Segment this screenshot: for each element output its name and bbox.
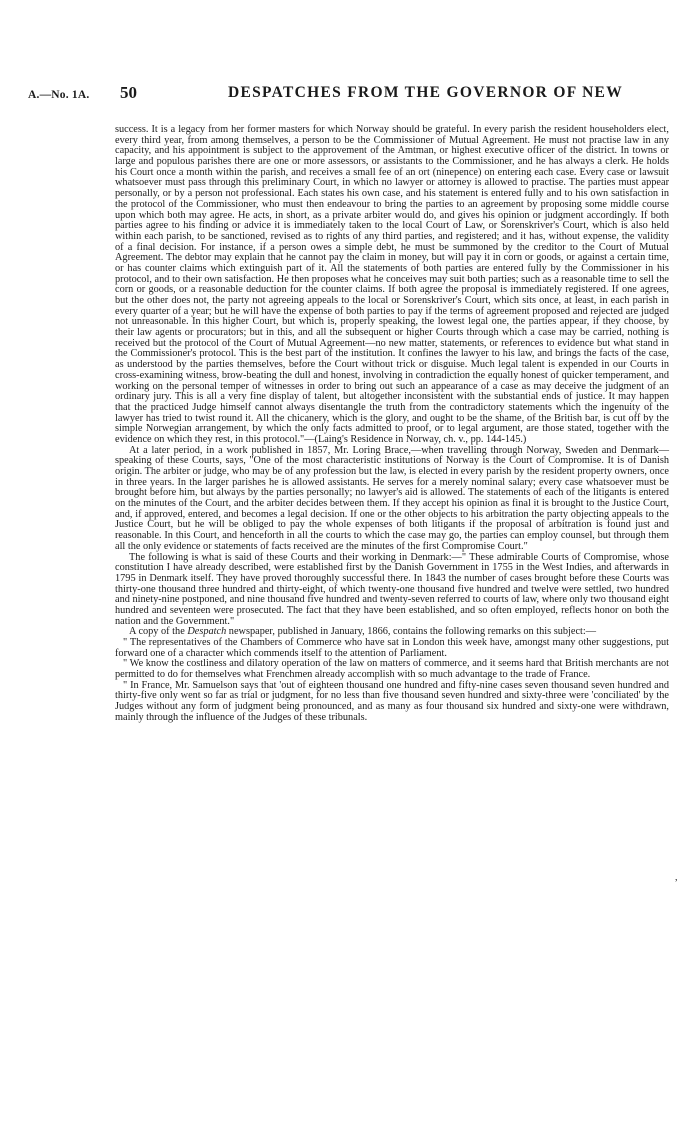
despatch-title: Despatch: [187, 626, 227, 638]
paragraph-denmark-courts: The following is what is said of these Courts and their working in Denmark:—" These admirable Courts of Compromise, whose constitution I have already described, were established first by the Danish Government in 1755 in the West Indies, and afterwards in 1795 in Denmark itself. They have proved thoroughly successful there. In 1843 the number of cases brought before these Courts was thirty-one thousand three hundred and thirty-eight, of which twenty-one thousand five hundred and twelve were settled, two hundred and ninety-nine postponed, and nine thousand five hundred and twenty-seven referred to courts of law, where only two thousand eight hundred and seventeen were prosecuted. The fact that they have been established, and so often employed, reflects honor on both the nation and the Government.": [115, 551, 669, 627]
document-reference: A.—No. 1A.: [28, 89, 90, 101]
margin-mark: ,: [675, 872, 678, 883]
paragraph-norway-courts: success. It is a legacy from her former masters for which Norway should be grateful. In every parish the resident householders elect, every third year, from among themselves, a person to be the Commissioner of Mutual Agreement. He must not practise law in any capacity, and his appointment is subject to the approvement of the Amtman, or highest executive officer of the district. In towns or large and populous parishes there are one or more assessors, or assistants to the Commissioner, and he has always a clerk. He holds his Court once a month within the parish, and receives a small fee of an ort (ninepence) on entering each case. Every case or lawsuit whatsoever must pass through this preliminary Court, in which no lawyer or attorney is allowed to practise. The parties must appear personally, or by a person not professional. Each states his own case, and his statement is entered fully and to his own satisfaction in the protocol of the Commissioner, who must then endeavour to bring the parties to an agreement by proposing some middle course upon which both may agree. He acts, in short, as a private arbiter would do, and gives his opinion or judgment accordingly. If both parties agree to his finding or advice it is immediately taken to the local Court of Law, or Sorenskriver's Court, which is also held within each parish, to be sanctioned, revised as to rights of any third parties, and registered; and it has, without expense, the validity of a final decision. For instance, if a person owes a simple debt, he must be summoned by the creditor to the Court of Mutual Agreement. The debtor may explain that he cannot pay the claim in money, but will pay it in corn or goods, or against a certain time, or has counter claims which extinguish part of it. All the statements of both parties are entered fully by the Commissioner in his protocol, and to their own satisfaction. He then proposes what he conceives may suit both parties; such as a reasonable time to sell the corn or goods, or a reasonable deduction for the counter claims. If both agree the proposal is immediately registered. If one agrees, but the other does not, the party not agreeing appeals to the local or Sorenskriver's Court, which sits once, at least, in each parish in every quarter of a year; but he will have the expense of both parties to pay if the terms of agreement proposed and rejected are judged not unreasonable. In this higher Court, but which is, properly speaking, the lowest legal one, the parties appear, if they choose, by their law agents or procurators; but in this, and all the subsequent or higher Courts through which a case may be carried, nothing is received but the protocol of the Court of Mutual Agreement—no new matter, statements, or references to evidence but what stand in the Commissioner's protocol. This is the best part of the institution. It confines the lawyer to his law, and brings the facts of the case, as understood by the parties themselves, before the Court without trick or disguise. Much legal talent is expended in our Courts in cross-examining witness, brow-beating the dull and honest, involving in contradiction the equally honest of quicker temperament, and working on the personal temper of witnesses in order to bring out such an appearance of a case as may deceive the judgment of an ordinary jury. This is all a very fine display of talent, but altogether inconsistent with the substantial ends of justice. It may happen that the practiced Judge himself cannot always disentangle the truth from the contradictory statements which the ingenuity of the lawyer has tried to twist round it. All the chicanery, which is the glory, and ought to be the shame, of the British bar, is cut off by the simple Norwegian arrangement, by which the only facts admitted to proof, or to legal argument, are those stated, together with the evidence on which they rest, in this protocol."—(Laing's Residence in Norway, ch. v., pp. 144-145.): [115, 124, 669, 445]
page-number: 50: [120, 83, 137, 102]
body-text: [115, 125, 669, 724]
page-header: [28, 83, 668, 107]
despatch-rest: newspaper, published in January, 1866, contains the following remarks on this subject:—: [226, 626, 597, 638]
running-title: DESPATCHES FROM THE GOVERNOR OF NEW: [228, 84, 623, 101]
paragraph-loring-brace: At a later period, in a work published in 1857, Mr. Loring Brace,—when travelling through Norway, Sweden and Denmark—speaking of these Courts, says, "One of the most characteristic institutions of Norway is the Court of Compromise. It is of Danish origin. The arbiter or judge, who may be of any profession but the law, is elected in every parish by the resident property owners, once in three years. In the larger parishes he is allowed assistants. He serves for a merely nominal salary; every case whatsoever must be brought before him, but always by the parties personally; no lawyer's aid is allowed. The statements of each of the litigants is entered on the minutes of the Court, and the arbiter decides between them. If they accept his opinion as final it is brought to the Justice Court, and, if approved, entered, and becomes a legal decision. If one or the other objects to his arbitration the party objecting appeals to the Justice Court, but he will be obliged to pay the whole expenses of both litigants if the proposal of arbitration is found just and reasonable. In this Court, and henceforth in all the courts to which the case may go, the parties can employ counsel, but through them all the only evidence or statements of facts received are the minutes of the first Compromise Court.": [115, 444, 669, 552]
paragraph-chambers-of-commerce: " The representatives of the Chambers of Commerce who have sat in London this week have, amongst many other suggestions, put forward one of a character which commends itself to the attention of Parliament.: [115, 637, 669, 659]
despatch-intro: A copy of the: [129, 626, 188, 638]
paragraph-law-costliness: " We know the costliness and dilatory operation of the law on matters of commerce, and it seems hard that British merchants are not permitted to do for themselves what Frenchmen already accomplish with so much advantage to the trade of France.: [115, 658, 669, 681]
paragraph-france-samuelson: " In France, Mr. Samuelson says that 'out of eighteen thousand one hundred and fifty-nine cases seven thousand seven hundred and thirty-five only went so far as trial or judgment, for no less than five thousand seven hundred and sixty-three were 'conciliated' by the Judges without any form of judgment being pronounced, and as many as four thousand six hundred and sixty-one were withdrawn, mainly through the influence of the Judges of these tribunals.: [115, 679, 669, 723]
